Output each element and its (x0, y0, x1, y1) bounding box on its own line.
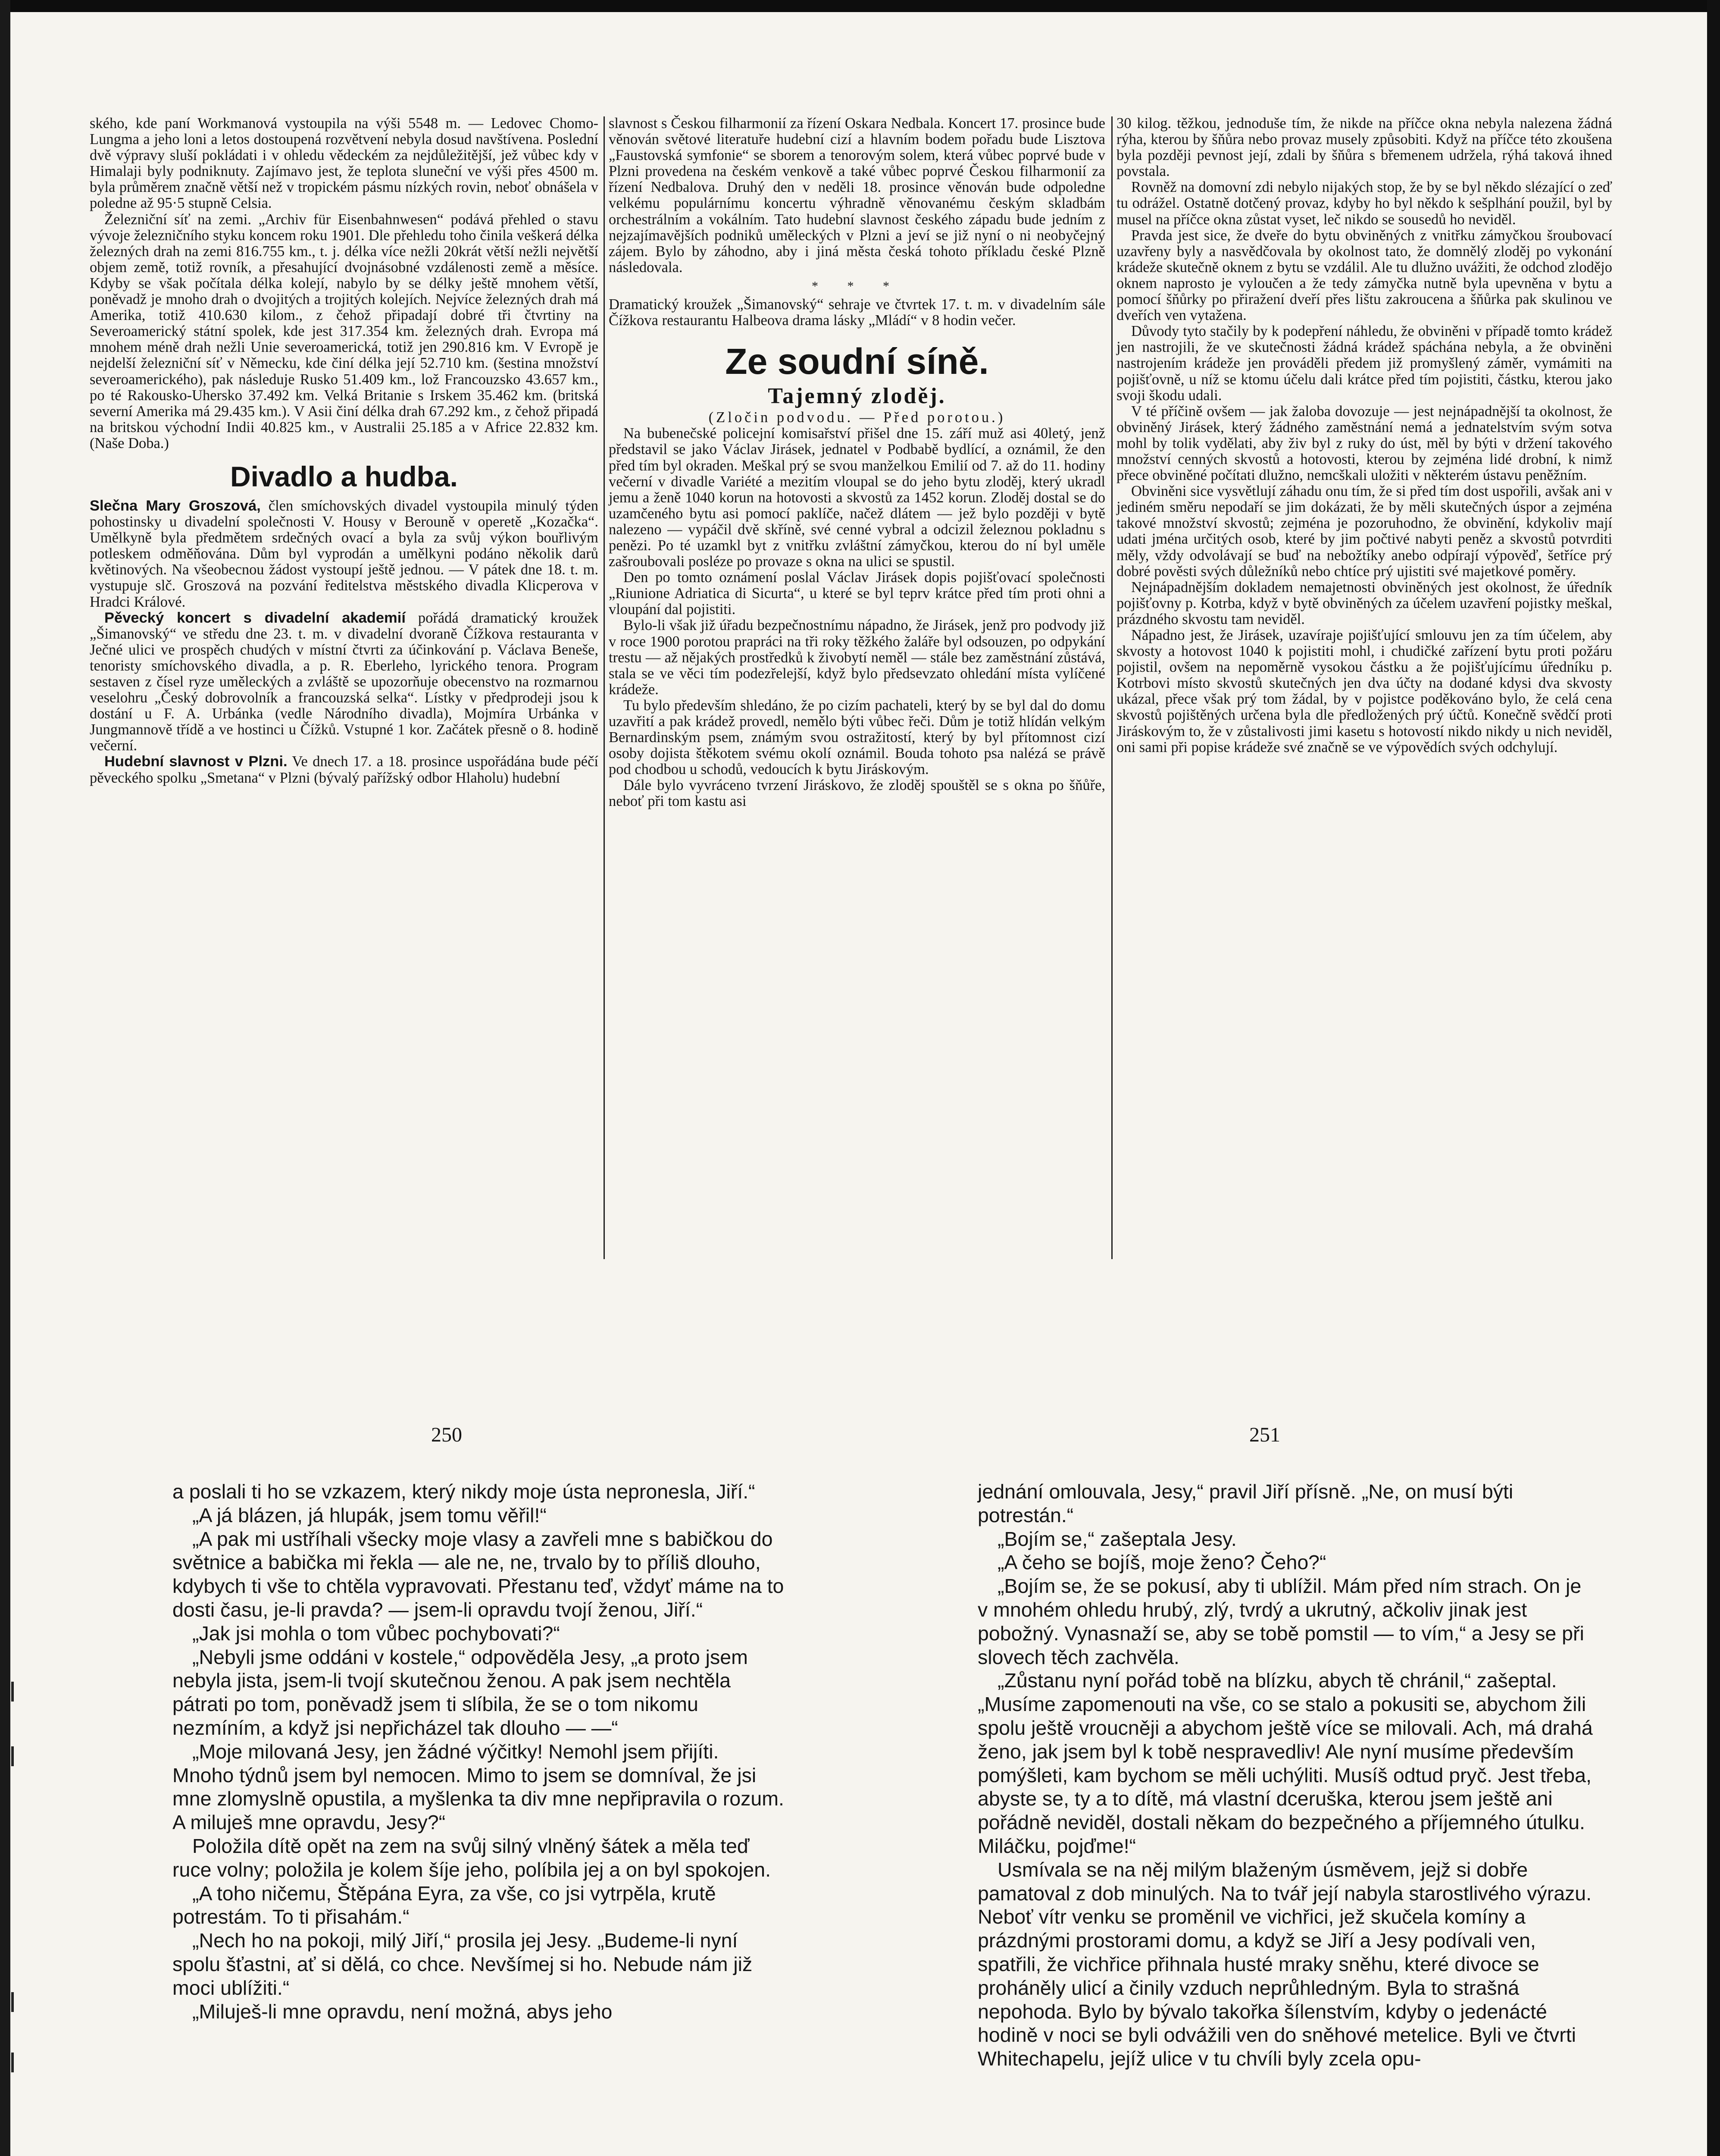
book-left-para: „Miluješ-li mne opravdu, není možná, abys jeho (192, 2000, 613, 2023)
article-simanovsky: Dramatický kroužek „Šimanovský“ sehraje ve čtvrtek 17. t. m. v divadelním sále Čížkova restaurantu Halbeova drama lásky „Mládí“ v 8 hodin večer. (609, 296, 1105, 329)
court-para-10: V té příčině ovšem — jak žaloba dovozuje — jest nejnápadnější ta okolnost, že obviněný Jirásek, který žádného zaměstnání nemá a jednatelstvím svým sotva mohl by tolik vydělati, aby živ byl z ruky do úst, měl by býti v držení takového množství cenných skvostů a hotovosti, kterou by zejména lidé drobní, k nimž přece obviněné počítati dlužno, nemcškali uložiti v některém ústavu peněžním. (1116, 403, 1612, 484)
scan-border-top (0, 0, 1720, 12)
court-para-5: Dále bylo vyvráceno tvrzení Jiráskovo, že zloděj spouštěl se s okna po šňůře, neboť při tom kastu asi (609, 777, 1105, 810)
scan-mark (11, 1992, 14, 2012)
scan-mark (11, 2053, 14, 2072)
article-groszova: Slečna Mary Groszová, člen smíchovských divadel vystoupila minulý týden pohostinsky u divadelní společnosti V. Housy v Berouně v operetě „Kozačka“. Umělkyně byla předmětem srdečných ovací a byla za svůj výkon bouřlivým potleskem odměňována. Dům byl vyprodán a umělkyni podáno několik darů květinových. Na všeobecnou žádost vystoupí ještě jednou. — V pátek dne 18. t. m. vystupuje slč. Groszová na pozvání ředitelstva městského divadla Klicperova v Hradci Králové. (90, 497, 598, 610)
news-column-1 (90, 116, 598, 786)
news-column-2 (609, 116, 1105, 810)
scan-border-left (0, 0, 10, 2156)
book-left-para: Položila dítě opět na zem na svůj silný vlněný šátek a měla teď ruce volny; položila je kolem šíje jeho, políbila jej a on byl spokojen. (172, 1834, 771, 1881)
lead-groszova: Slečna Mary Groszová, (90, 497, 261, 514)
book-right-para: „Zůstanu nyní pořád tobě na blízku, abych tě chránil,“ zašeptal. „Musíme zapomenouti na vše, co se stalo a pokusiti se, abychom žili spolu ještě vroucněji a abychom ještě více se milovali. Ach, má drahá ženo, jak jsem byl k tobě nespravedliv! Ale nyní musíme především pomýšleti, kam bychom se měli uchýliti. Musíš odtud pryč. Jest třeba, abyste se, ty a to dítě, má vlastní dceruška, kterou jsem ještě ani pořádně neviděl, dostali někam do bezpečného a příjemného útulku. Miláčku, pojďme!“ (978, 1669, 1593, 1857)
book-left-para: „A pak mi ustříhali všecky moje vlasy a zavřeli mne s babičkou do světnice a babička mi řekla — ale ne, ne, trvalo by to příliš dlouho, kdybych ti vše to chtěla vypravovati. Přestanu teď, vždyť máme na to dosti času, je-li pravda? — jsem-li opravdu tvojí ženou, Jiří.“ (172, 1527, 784, 1621)
book-left-para: „Moje milovaná Jesy, jen žádné výčitky! Nemohl jsem přijíti. Mnoho týdnů jsem byl nemocen. Mimo to jsem se domníval, že jsi mne zlomyslně opustila, a myšlenka ta div mne nepřipravila o rozum. A miluješ mne opravdu, Jesy?“ (172, 1740, 784, 1834)
article-kicker: (Zločin podvodu. — Před porotou.) (708, 409, 1006, 426)
court-para-2: Den po tomto oznámení poslal Václav Jirásek dopis pojišťovací společnosti „Riunione Adriatica di Sicurta“, u které se byl teprv krátce před tím proti ohni a vloupání dal pojistiti. (609, 569, 1105, 618)
court-para-13: Nápadno jest, že Jirásek, uzavíraje pojišťující smlouvu jen za tím účelem, aby skvosty a hotovost 1040 k pojistiti mohl, i chudičké zařízení bytu proti požáru pojistil, ovšem na nepoměrně vysokou částku a že pojišťujícímu úředníku p. Kotrbovi místo skvostů skutečných jen dva účty na dodané kdysi dva skvosty ukázal, přece však prý tom žádal, by v pojistce poděkováno bylo, že celá cena skvostů pojištěných určena byla dle předložených prý účtů. Konečně svědčí proti Jiráskovým to, že v zůstalivosti jimi kasetu s hotovostí nikdo nikdy u nich neviděl, oni sami při popise krádeže své značně se ve výpovědích svých odchylují. (1116, 627, 1612, 755)
section-heading-theatre: Divadlo a hudba. (230, 460, 458, 492)
scan-border-right (1707, 0, 1720, 2156)
court-para-1: Na bubenečské policejní komisařství přišel dne 15. září muž asi 40letý, jenž představil se jako Václav Jirásek, jednatel v Podbabě bydlící, a oznámil, že den před tím byl okraden. Meškal prý se svou manželkou Emilií od 7. až do 11. hodiny večerní v divadle Variété a mezitím vloupal se do jeho bytu zloděj, který ukradl jemu a ženě 1040 korun na hotovosti a skvostů za 1452 korun. Zloděj dostal se do uzamčeného bytu asi pomocí paklíče, načež dlátem — jež bylo později v bytě nalezeno — vypáčil dvě skříně, své cenné vybral a odcizil železnou pokladnu s penězi. Po té uzamkl byt z vnitřku zvláštní zámyčkou, kterou do ní byl uměle zašroubovalі posléze po provaze s okna na ulici se spustil. (609, 425, 1105, 570)
article-plzen-cont: slavnost s Českou filharmonií za řízení Oskara Nedbala. Koncert 17. prosince bude věnován světové literatuře hudební cizí a hlavním bodem pořadu bude Lisztova „Faustovská symfonie“ se sborem a tenorovým solem, která vůbec poprvé bude v Plzni provedena na českém venkově a také vůbec poprvé Českou filharmonií za řízení Nedbalova. Druhý den v neděli 18. prosince věnován bude odpoledne velkému populárnímu koncertu výhradně věnovanému českým skladbám orchestrálním a vokálním. Tato hudební slavnost českého západu bude jedním z nejzajímavějších podniků uměleckých v Plzni a jeví se již nyní o ni neobyčejný zájem. Bylo by záhodno, aby i jiná města česká tohoto příkladu české Plzně následovala. (609, 115, 1105, 276)
book-left-para: „Jak jsi mohla o tom vůbec pochybovati?“ (192, 1622, 560, 1645)
article-railways: Železniční síť na zemi. „Archiv für Eisenbahnwesen“ podává přehled o stavu vývoje železničního styku koncem roku 1901. Dle přehledu toho činila veškerá délka železných drah na zemi 816.755 km., t. j. délka více nežli 20krát větší nežli největší objem země, totiž rovník, a přesahující dvojnásobné vzdálenosti země a měsíce. Kdyby se však počítala délka kolejí, nabylo by se délky ještě mnohem větší, poněvadž je mnoho drah o dvojitých a trojitých kolejích. Nejvíce železných drah má Amerika, totiž 410.630 kilom., z čehož připadají dobré tři čtvrtiny na Severoamerický státní spolek, kde jest 317.354 km. železných drah. Evropa má mnohem méně drah nežli Unie severoamerická, totiž jen 290.816 km. V Evropě je nejdelší železniční síť v Německu, kde činí délka její 52.710 km. (šestina množství severoamerického), pak následuje Rusko 51.409 km., lož Francouzsko 43.657 km., po té Rakousko-Uhersko 37.492 km. Velká Britanie s Irskem 35.462 km. (britská severní Amerika má 29.435 km.). V Asii činí délka drah 67.292 km., z čehož připadá na britskou východní Indii 40.825 km., v Australii 25.185 a v Africe 22.832 km. (Naše Doba.) (90, 211, 598, 451)
book-left-para: „A toho ničemu, Štěpána Eyra, za vše, co jsi vytrpěla, krutě potrestám. To ti přisahám.“ (172, 1882, 716, 1928)
scan-mark (11, 1746, 14, 1766)
book-right-para: Usmívala se na něj milým blaženým úsměvem, jejž si dobře pamatoval z dob minulých. Na to tvář její nabyla starostlivého výrazu. Neboť vítr venku se proměnil ve vichřici, jež skučela komíny a prázdnými prostorami domu, a když se Jiří a Jesy podívali ven, spatřili, že vichřice přihnala husté mraky sněhu, které divoce se proháněly ulicí a činily vzduch neprůhledným. Byla to strašná nepohoda. Bylo by bývalo takořka šílenstvím, kdyby o jedenácté hodině v noci se byli odvážili ven do sněhové metelice. Byli ve čtvrti Whitechapelu, jejíž ulice v tu chvíli byly zcela opu- (978, 1858, 1592, 2070)
court-para-8: Pravda jest sice, že dveře do bytu obviněných z vnitřku zámyčkou šroubovací uzavřeny byly a nasvědčovala by okolnost tato, že domnělý zloděj po vykonání krádeže skutečně oknem z bytu se vzdálil. Ale tu dlužno uvážiti, že odchod zlodějo oknem naprosto je vyloučen a že tedy zámyčka nutně byla upevněna v bytu a pomocí šňůrky po přiražení dveří přes lištu zakroucena a šňůrka pak skulinou ve dveřích ven vytažena. (1116, 227, 1612, 324)
book-left-para: a poslali ti ho se vzkazem, který nikdy moje ústa nepronesla, Jiří.“ (172, 1480, 755, 1503)
book-page-right (978, 1480, 1594, 2071)
court-para-9: Důvody tyto stačily by k podepření náhledu, že obviněni v případě tomto krádež jen nastrojili, že ve skutečnosti žádná krádež spáchána nebyla, a že obviněni nastrojením krádeže jen prováděli předem již promyšlený záměr, vymámiti na pojišťovně, u níž se ktomu účelu dali krátce před tím pojistiti, částku, kterou jako svoji škodu udali. (1116, 323, 1612, 404)
article-concert: Pěvecký koncert s divadelní akademií pořádá dramatický kroužek „Šimanovský“ ve středu dne 23. t. m. v divadelní dvoraně Čížkova restauranta v Ječné ulici ve prospěch chudých v místní čtvrti za účinkování p. Václava Beneše, tenoristy smíchovského divadla, a p. R. Eberleho, lyrického tenora. Program sestaven z čísel ryze uměleckých a zvláště se upozorňuje obecenstvo na rozmarnou veselohru „Český dobrovolník a francouzská selka“. Lístky v předprodeji jsou k dostání u F. A. Urbánka (vedle Národního divadla), Mojmíra Urbánka v Jungmannově třídě a ve hostinci u Čížků. Vstupné 1 kor. Začátek přesně o 8. hodině večerní. (90, 609, 598, 754)
book-right-para: „Bojím se, že se pokusí, aby ti ublížil. Mám před ním strach. On je v mnohém ohledu hrubý, zlý, tvrdý a ukrutný, ačkoliv jinak jest pobožný. Vynasnaží se, aby se tobě pomstil — to vím,“ a Jesy se při slovech těch zachvěla. (978, 1575, 1584, 1668)
book-left-para: „Nebyli jsme oddáni v kostele,“ odpověděla Jesy, „a proto jsem nebyla jista, jsem-li tvojí skutečnou ženou. A pak jsem nechtěla pátrati po tom, poněvadž jsem ti slíbila, že se o tom nikomu nezmíním, a když jsi nepřicházel tak dlouho — —“ (172, 1645, 748, 1739)
article-title-thief: Tajemný zloděj. (768, 384, 946, 409)
court-para-3: Bylo-li však již úřadu bezpečnostnímu nápadno, že Jirásek, jenž pro podvody již v roce 1900 porotou prapráci na tři roky těžkého žaláře byl odsouzen, po odpykání trestu — až nějakých prostředků k živobytí neměl — stále bez zaměstnání zůstává, stala se ve věci tím podezřelejší, když bylo předsevzato ohledání místa vylíčené krádeže. (609, 617, 1105, 698)
book-left-para: „A já blázen, já hlupák, jsem tomu věřil!“ (192, 1504, 547, 1526)
article-plzen: Hudební slavnost v Plzni. Ve dnech 17. a 18. prosince uspořádána bude péčí pěveckého spolku „Smetana“ v Plzni (bývalý pařížský odbor Hlaholu) hudební (90, 753, 598, 786)
book-right-para: „Bojím se,“ zašeptala Jesy. (998, 1527, 1237, 1550)
court-para-4: Tu bylo především shledáno, že po cizím pachateli, který by se byl dal do domu uzavřití a pak krádež provedl, nemělo býti vůbec řeči. Dům je totiž hlídán velkým Bernardinským psem, známým svou ostražitostí, který by byl přítomnost cizí osoby dojista štěkotem svému okolí oznámil. Bouda tohoto psa nalézá se právě pod chodbou u schodů, vedoucích k bytu Jiráskovým. (609, 697, 1105, 778)
court-para-7: Rovněž na domovní zdi nebylo nijakých stop, že by se byl někdo slézající o zeď tu odrážel. Ostatně dotčený provaz, kdyby ho byl někdo k sešplhání použil, byl by musel na příčce okna zůstat vyset, leč nikdo se sousedů ho neviděl. (1116, 179, 1612, 228)
page-number-right: 251 (1249, 1423, 1280, 1446)
court-para-12: Nejnápadnějším dokladem nemajetnosti obviněných jest okolnost, že úředník pojišťovny p. Kotrba, když v bytě obviněných za účelem uzavření pojistky meškal, prázdného skvostu tam neviděl. (1116, 579, 1612, 627)
court-para-6: 30 kilog. těžkou, jednoduše tím, že nikde na příčce okna nebyla nalezena žádná rýha, kterou by šňůra nebo provaz musely způsobiti. Když na příčce této zkoušena byla později pevnost její, zdali by šňůra s břemenem udržela, rýhá taková ihned povstala. (1116, 115, 1612, 180)
book-right-para: jednání omlouvala, Jesy,“ pravil Jiří přísně. „Ne, on musí býti potrestán.“ (978, 1480, 1514, 1526)
book-right-para: „A čeho se bojíš, moje ženo? Čeho?“ (998, 1551, 1326, 1574)
section-heading-court: Ze soudní síně. (725, 341, 989, 382)
column-rule (604, 116, 605, 1259)
lead-concert: Pěvecký koncert s divadelní akademií (104, 609, 406, 626)
court-para-11: Obviněni sice vysvětlují záhadu onu tím, že si před tím dost uspořili, avšak ani v jediném směru nepodaří se jim dokázati, že by měli skutečných úspor a zejména takové množství skvostů; zejména je pozoruhodno, že obvinění, kdykoliv mají udati jména určitých osob, které by jim počtivé nabyti peněz a skvostů potvrditi měly, vždy odvolávají se buď na nebožtíky anebo odpírají výpověď, šetříce prý dobré pověsti svých důležníků nebo chtíce prý ujistiti své majetkové poměry. (1116, 483, 1612, 580)
page-number-left: 250 (431, 1423, 462, 1446)
scan-mark (11, 1682, 14, 1702)
book-page-left (172, 1480, 785, 2023)
column-rule (1111, 116, 1113, 1259)
separator-stars: * * * (812, 279, 902, 293)
book-left-para: „Nech ho na pokoji, milý Jiří,“ prosila jej Jesy. „Budeme-li nyní spolu šťastni, ať si dělá, co chce. Nevšímej si ho. Nebude nám již moci ublížiti.“ (172, 1929, 753, 1999)
lead-plzen: Hudební slavnost v Plzni. (104, 753, 288, 770)
news-column-3 (1116, 116, 1612, 755)
article-himalaya-end: ského, kde paní Workmanová vystoupila na výši 5548 m. — Ledovec Chomo-Lungma a jeho loni a letos dostoupená rozvětvení nebyla dosud navštívena. Poslední dvě výpravy sluší pokládati i v ohledu vědeckém za nejdůležitější, jež vůbec kdy v Himalaji byly podniknuty. Zajímavo jest, že teplota sluneční ve výši přes 4500 m. byla průměrem značně větší než v tropickém pásmu nízkých rovin, neboť obnášela v poledne až 95·5 stupně Celsia. (90, 115, 598, 212)
